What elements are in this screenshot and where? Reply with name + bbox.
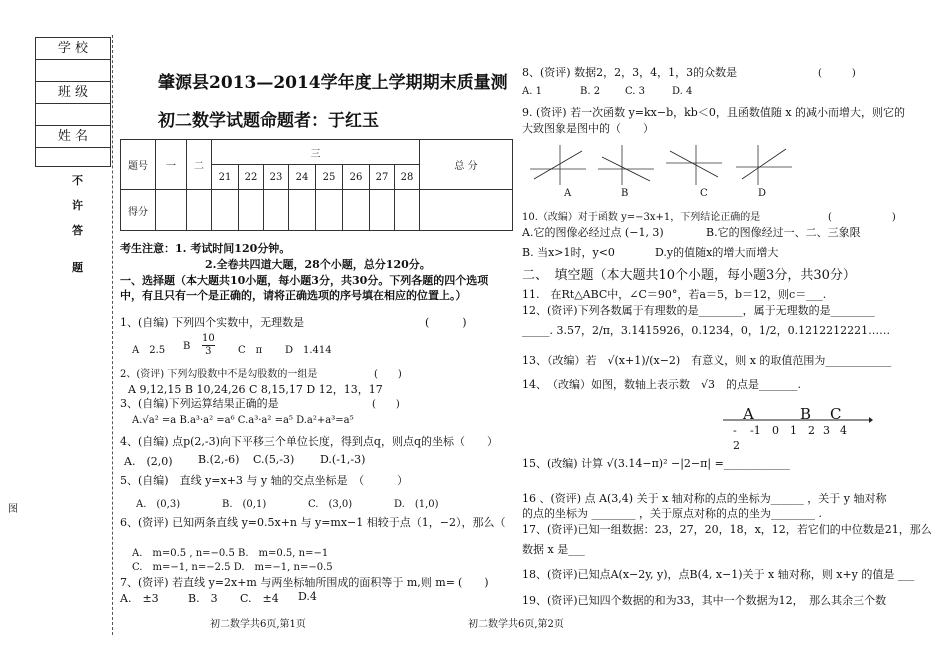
question-2: 2、(资评) 下列勾股数中不是勾股数的一组是 xyxy=(120,369,318,380)
question-16: 16 、(资评) 点 A(3,4) 关于 x 轴对称的点的坐标为______ ，关于 y 轴对称 xyxy=(522,492,887,505)
answer-bracket[interactable]: ( ) xyxy=(818,68,856,79)
q8-option: D. 4 xyxy=(672,86,693,97)
q8-option: B. 2 xyxy=(580,86,601,97)
warning-char: 不 xyxy=(72,174,83,187)
exam-title-line2: 初二数学试题命题者：于红玉 xyxy=(158,111,379,131)
answer-bracket[interactable]: ( ) xyxy=(374,369,402,380)
graph-c xyxy=(666,145,722,185)
question-14: 14、 （改编）如图，数轴上表示数 √3 的点是_______. xyxy=(522,378,801,391)
question-11: 11. 在Rt△ABC中，∠C＝90°，若a＝5，b＝12，则c＝___. xyxy=(522,288,827,301)
graph-line xyxy=(534,151,582,179)
frac-num: 10 xyxy=(202,333,215,344)
q10-option-d: D.y的值随x的增大而增大 xyxy=(655,246,779,259)
score-cell[interactable] xyxy=(370,190,395,231)
score-cell[interactable] xyxy=(264,190,289,231)
notes-line2: 2.全卷共四道大题，28个小题，总分120分。 xyxy=(205,258,431,271)
q5-option: D. (1,0) xyxy=(394,499,439,510)
row-label-score: 得分 xyxy=(121,190,156,231)
info-name-blank[interactable] xyxy=(36,148,110,169)
binding-line xyxy=(112,35,113,635)
question-12: 12、(资评)下列各数属于有理数的是________，属于无理数的是________ xyxy=(522,304,875,317)
score-cell[interactable] xyxy=(395,190,420,231)
question-19: 19、(资评)已知四个数据的和为33，其中一个数据为12， 那么其余三个数 xyxy=(522,594,887,607)
col-num: 28 xyxy=(395,165,420,190)
question-17-cont: 数据 x 是___ xyxy=(522,543,585,556)
graph-d xyxy=(736,145,792,185)
col-1: 一 xyxy=(156,140,187,190)
point-label: B xyxy=(800,405,812,423)
q1-option: A 2.5 xyxy=(132,345,166,356)
tick-label: 4 xyxy=(840,424,847,437)
col-num: 25 xyxy=(316,165,343,190)
total-label: 总 分 xyxy=(420,140,513,190)
question-9-cont: 大致图象是图中的（ ） xyxy=(522,122,654,135)
col-2: 二 xyxy=(187,140,212,190)
graph-line xyxy=(742,149,786,179)
q4-option: A. (2,0) xyxy=(124,455,173,468)
col-num: 26 xyxy=(343,165,370,190)
notes-line1: 考生注意：1. 考试时间120分钟。 xyxy=(120,242,291,255)
q8-option: A. 1 xyxy=(522,86,542,97)
graph-label: B xyxy=(621,188,629,199)
frac-den: 3 xyxy=(205,346,212,357)
score-cell[interactable] xyxy=(239,190,264,231)
section1-heading-cont: 中，有且只有一个是正确的，请将正确选项的序号填在相应的位置上。） xyxy=(120,289,467,302)
question-13: 13、（改编）若 √(x+1)/(x−2) 有意义，则 x 的取值范围为____________ xyxy=(522,354,892,367)
col-num: 24 xyxy=(289,165,316,190)
q5-option: C. (3,0) xyxy=(308,499,353,510)
score-cell[interactable] xyxy=(316,190,343,231)
graph-label: C xyxy=(700,188,708,199)
score-cell[interactable] xyxy=(156,190,187,231)
question-4: 4、(自编) 点p(2,-3)向下平移三个单位长度，得到点q，则点q的坐标（ ） xyxy=(120,435,498,448)
q8-option: C. 3 xyxy=(625,86,646,97)
score-cell[interactable] xyxy=(343,190,370,231)
arrow-head xyxy=(869,417,873,423)
question-9: 9. (资评) 若一次函数 y=kx−b，kb＜0，且函数值随 x 的减小而增大，则它的 xyxy=(522,106,906,119)
question-5: 5、(自编) 直线 y=x+3 与 y 轴的交点坐标是 （ ） xyxy=(120,474,409,487)
question-12-cont: _____. 3.57，2/π，3.1415926，0.1234，0，1/2，0.1212212221…… xyxy=(522,324,891,337)
graph-line xyxy=(670,151,718,177)
answer-bracket[interactable]: ( ) xyxy=(828,212,896,223)
warning-char: 许 xyxy=(72,199,83,212)
tick-label: 0 xyxy=(772,424,779,437)
margin-mark: 图 xyxy=(8,504,18,515)
q4-option: D.(-1,-3) xyxy=(320,453,366,466)
q3-options: A.√a² =a B.a³·a² =a⁶ C.a³·a² =a⁵ D.a²+a³=a⁵ xyxy=(132,415,354,426)
question-16-cont: 的点的坐标为 ________ ，关于原点对称的点的坐为________ . xyxy=(522,507,822,520)
warning-char: 答 xyxy=(72,224,83,237)
info-class: 班 级 xyxy=(36,82,110,104)
answer-bracket[interactable]: ( ) xyxy=(372,399,400,410)
info-name: 姓 名 xyxy=(36,126,110,148)
exam-title-line1: 肇源县2013—2014学年度上学期期末质量测 xyxy=(158,73,508,93)
graph-label: D xyxy=(758,188,767,199)
graph-label: A xyxy=(564,188,572,199)
tick-label: - xyxy=(733,424,737,437)
tick-label: 3 xyxy=(823,424,830,437)
score-table xyxy=(120,139,513,231)
score-cell[interactable] xyxy=(187,190,212,231)
question-10: 10.（改编）对于函数 y=−3x+1，下列结论正确的是 xyxy=(522,212,761,223)
q2-options: A 9,12,15 B 10,24,26 C 8,15,17 D 12，13，17 xyxy=(128,383,383,396)
point-label: C xyxy=(830,405,842,423)
q4-option: C.(5,-3) xyxy=(253,453,295,466)
question-17: 17、(资评)已知一组数据：23，27，20，18，x，12，若它们的中位数是21，那么 xyxy=(522,523,932,536)
q7-option: C. ±4 xyxy=(240,592,279,605)
info-school: 学 校 xyxy=(36,38,110,60)
q10-option-b: B.它的图像经过一、二、三象限 xyxy=(706,226,861,239)
col-num: 27 xyxy=(370,165,395,190)
q4-option: B.(2,-6) xyxy=(198,453,240,466)
section1-heading: 一、选择题（本大题共10小题，每小题3分，共30分。下列各题的四个选项 xyxy=(120,274,489,287)
section3-header: 三 xyxy=(212,140,420,165)
question-18: 18、(资评)已知点A(x−2y, y)，点B(4, x−1)关于 x 轴对称，则 x+y 的值是 ___ xyxy=(522,568,915,581)
q6-options-row2: C. m=−1, n=−2.5 D. m=−1, n=−0.5 xyxy=(132,562,333,573)
answer-bracket[interactable]: ( ) xyxy=(458,576,489,589)
score-cell[interactable] xyxy=(212,190,239,231)
score-cell[interactable] xyxy=(420,190,513,231)
page-footer-left: 初二数学共6页,第1页 xyxy=(210,619,306,630)
point-label: A xyxy=(743,405,754,423)
tick-label: 2 xyxy=(733,439,740,452)
answer-bracket[interactable]: ( ) xyxy=(425,316,467,329)
question-8: 8、(资评) 数据2，2，3，4，1，3的众数是 xyxy=(522,66,738,79)
tick-label: -1 xyxy=(750,424,761,437)
q7-option: B. 3 xyxy=(188,592,218,605)
warning-char: 题 xyxy=(72,261,83,274)
question-6: 6、(资评) 已知两条直线 y=0.5x+n 与 y=mx−1 相较于点（1，−2），那么（ xyxy=(120,516,506,529)
question-15: 15、(改编) 计算 √(3.14−π)² −|2−π| =____________ xyxy=(522,457,790,470)
question-3: 3、(自编)下列运算结果正确的是 xyxy=(120,397,279,410)
q5-option: B. (0,1) xyxy=(222,499,267,510)
question-7: 7、(资评) 若直线 y=2x+m 与两坐标轴所围成的面积等于 m,则 m= xyxy=(120,576,455,589)
student-info-box xyxy=(35,37,111,167)
q10-option-c: B. 当x>1时，y<0 xyxy=(522,246,615,259)
q5-option: A. (0,3) xyxy=(136,499,181,510)
col-num: 23 xyxy=(264,165,289,190)
info-class-blank[interactable] xyxy=(36,104,110,126)
col-num: 21 xyxy=(212,165,239,190)
q1-option: C π xyxy=(238,345,263,356)
question-1: 1、(自编) 下列四个实数中，无理数是 xyxy=(120,316,305,329)
col-num: 22 xyxy=(239,165,264,190)
tick-label: 2 xyxy=(808,424,815,437)
q1-fraction xyxy=(202,333,215,358)
graph-b xyxy=(598,145,654,185)
score-cell[interactable] xyxy=(289,190,316,231)
row-label-question: 题号 xyxy=(121,140,156,190)
q1-option: D 1.414 xyxy=(285,345,332,356)
graph-a xyxy=(530,145,586,185)
q10-option-a: A.它的图像必经过点 (−1, 3) xyxy=(522,226,664,239)
page-footer-right: 初二数学共6页,第2页 xyxy=(468,619,564,630)
info-school-blank[interactable] xyxy=(36,60,110,82)
tick-label: 1 xyxy=(790,424,797,437)
q7-option: A. ±3 xyxy=(120,592,159,605)
q7-option: D.4 xyxy=(298,590,317,603)
q1-option: B xyxy=(183,341,191,352)
q6-options-row1: A. m=0.5 , n=−0.5 B. m=0.5, n=−1 xyxy=(132,548,329,559)
section2-heading: 二、 填空题（本大题共10个小题，每小题3分，共30分） xyxy=(522,268,856,283)
